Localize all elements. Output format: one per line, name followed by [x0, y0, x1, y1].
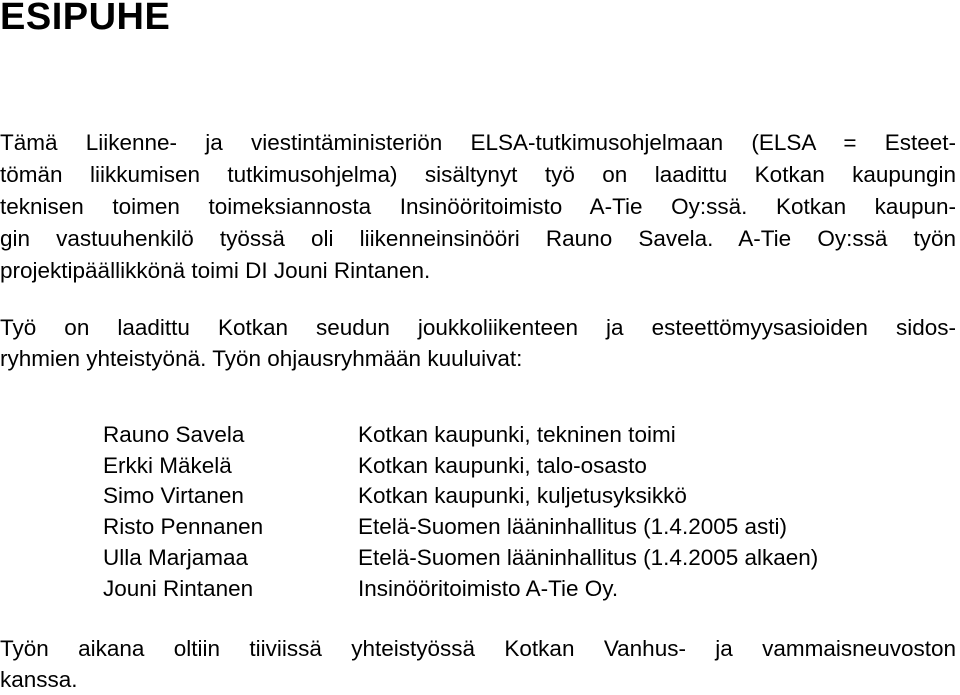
- member-org: Etelä-Suomen lääninhallitus (1.4.2005 alkaen): [358, 545, 819, 570]
- text-line: Tämä Liikenne- ja viestintäministeriön ELSA-tutkimusohjelmaan (ELSA = Esteet-: [0, 130, 956, 155]
- text-line: Työ on laadittu Kotkan seudun joukkoliikenteen ja esteettömyysasioiden sidos-: [0, 315, 956, 340]
- page-title: ESIPUHE: [0, 0, 171, 38]
- text-line: ryhmien yhteistyönä. Työn ohjausryhmään kuuluivat:: [0, 346, 523, 371]
- member-org: Kotkan kaupunki, kuljetusyksikkö: [358, 483, 687, 508]
- member-name: Rauno Savela: [103, 422, 245, 447]
- member-name: Risto Pennanen: [103, 514, 264, 539]
- member-name: Simo Virtanen: [103, 483, 244, 508]
- member-name: Jouni Rintanen: [103, 576, 254, 601]
- text-line: projektipäällikkönä toimi DI Jouni Rintanen.: [0, 258, 431, 283]
- text-line: Työn aikana oltiin tiiviissä yhteistyössä Kotkan Vanhus- ja vammaisneuvoston: [0, 636, 956, 661]
- text-line: kanssa.: [0, 667, 78, 692]
- text-line: gin vastuuhenkilö työssä oli liikenneinsinööri Rauno Savela. A-Tie Oy:ssä työn: [0, 226, 956, 251]
- member-org: Insinööritoimisto A-Tie Oy.: [358, 576, 619, 601]
- member-name: Ulla Marjamaa: [103, 545, 249, 570]
- member-org: Kotkan kaupunki, talo-osasto: [358, 453, 647, 478]
- member-org: Etelä-Suomen lääninhallitus (1.4.2005 asti): [358, 514, 788, 539]
- text-line: tömän liikkumisen tutkimusohjelma) sisältynyt työ on laadittu Kotkan kaupungin: [0, 162, 956, 187]
- member-name: Erkki Mäkelä: [103, 453, 232, 478]
- member-org: Kotkan kaupunki, tekninen toimi: [358, 422, 676, 447]
- text-line: teknisen toimen toimeksiannosta Insinööritoimisto A-Tie Oy:ssä. Kotkan kaupun-: [0, 194, 956, 219]
